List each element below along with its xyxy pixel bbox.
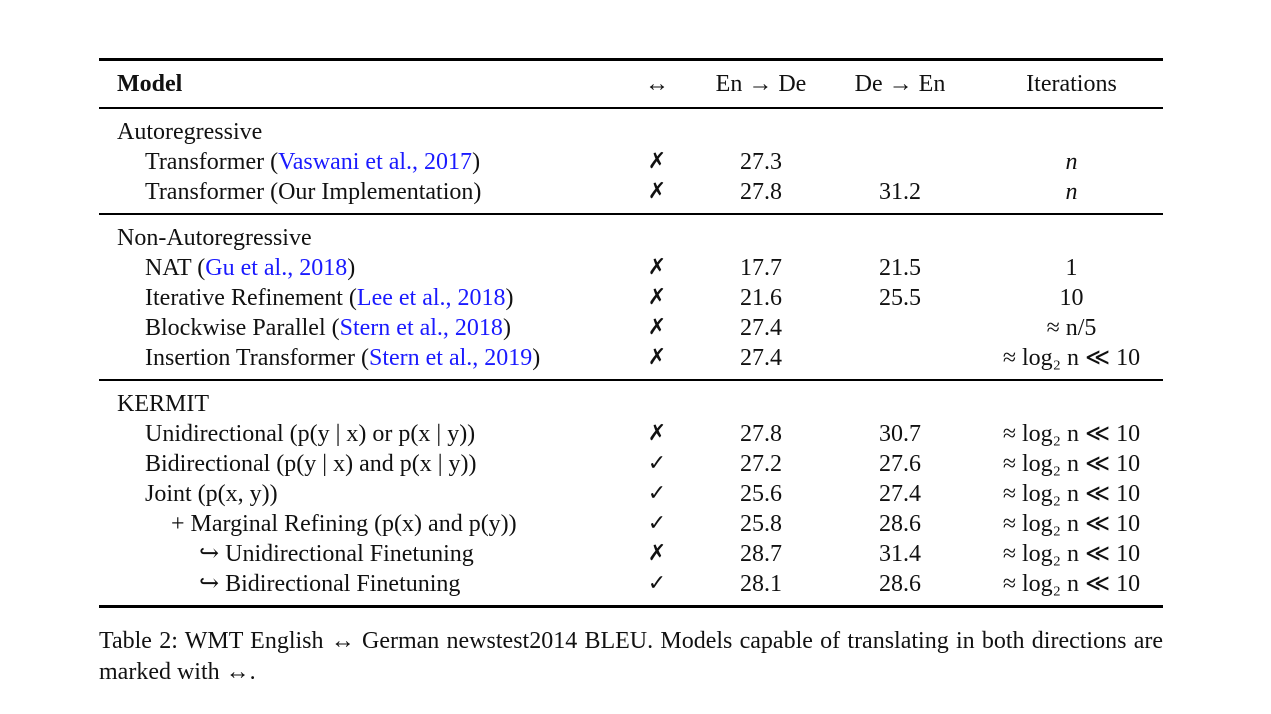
iterations-value: ≈ log₂ n ≪ 10: [1002, 481, 1141, 507]
en-de-score: 25.8: [740, 511, 782, 537]
table-row: [99, 479, 1163, 509]
en-de-score: 27.4: [740, 345, 782, 371]
model-name: Transformer (Our Implementation): [145, 179, 482, 205]
en-de-score: 21.6: [740, 285, 782, 311]
de-en-score: 28.6: [879, 511, 921, 537]
iterations-value: ≈ log₂ n ≪ 10: [1002, 421, 1141, 447]
bidirectional-mark: ✗: [647, 315, 667, 340]
de-en-score: [820, 313, 980, 343]
iterations-value: ≈ log₂ n ≪ 10: [1002, 451, 1141, 477]
iterations-value: ≈ log₂ n ≪ 10: [1002, 345, 1141, 371]
bidirectional-mark: ✓: [647, 451, 667, 476]
header-model: Model: [117, 71, 183, 97]
bidirectional-mark: ✓: [647, 571, 667, 596]
table-row: [99, 509, 1163, 539]
en-de-score: 25.6: [740, 481, 782, 507]
bidirectional-mark: ✗: [647, 541, 667, 566]
table-row: [99, 283, 1163, 313]
group-label-row: [99, 214, 1163, 253]
table-row: [99, 419, 1163, 449]
table-row: [99, 449, 1163, 479]
en-de-score: 28.1: [740, 571, 782, 597]
de-en-score: 31.4: [879, 541, 921, 567]
citation-link[interactable]: Lee et al., 2018: [356, 285, 506, 311]
group-label-row: [99, 380, 1163, 419]
results-table: [99, 58, 1163, 608]
en-de-score: 27.4: [740, 315, 782, 341]
model-name: NAT (Gu et al., 2018): [145, 255, 356, 281]
table-caption: Table 2: WMT English ↔ German newstest2014 BLEU. Models capable of translating in both directions are marked with ↔.: [99, 628, 1163, 685]
model-name: + Marginal Refining (p(x) and p(y)): [171, 511, 517, 537]
iterations-value: 10: [1059, 285, 1084, 311]
iterations-value: n: [1065, 179, 1078, 205]
table-row: [99, 343, 1163, 380]
bidirectional-mark: ✓: [647, 481, 667, 506]
bidirectional-mark: ✗: [647, 179, 667, 204]
bidirectional-mark: ✗: [647, 255, 667, 280]
model-name: Unidirectional (p(y | x) or p(x | y)): [145, 421, 476, 447]
header-iterations: Iterations: [1026, 71, 1117, 97]
en-de-score: 17.7: [740, 255, 782, 281]
de-en-score: 21.5: [879, 255, 921, 281]
table-row: [99, 177, 1163, 214]
bidirectional-mark: ✗: [647, 149, 667, 174]
model-name: Blockwise Parallel (Stern et al., 2018): [145, 315, 511, 341]
citation-link[interactable]: Stern et al., 2019: [368, 345, 533, 371]
model-name: Bidirectional (p(y | x) and p(x | y)): [145, 451, 477, 477]
header-de-en: De → En: [854, 71, 946, 97]
en-de-score: 27.8: [740, 421, 782, 447]
iterations-value: ≈ log₂ n ≪ 10: [1002, 541, 1141, 567]
en-de-score: 27.3: [740, 149, 782, 175]
iterations-value: ≈ log₂ n ≪ 10: [1002, 511, 1141, 537]
iterations-value: ≈ n/5: [1046, 315, 1097, 341]
en-de-score: 27.2: [740, 451, 782, 477]
model-name: ↪ Unidirectional Finetuning: [199, 541, 474, 567]
table-row: [99, 253, 1163, 283]
iterations-value: ≈ log₂ n ≪ 10: [1002, 571, 1141, 597]
iterations-value: n: [1065, 149, 1078, 175]
bidirectional-mark: ✓: [647, 511, 667, 536]
group-label: Autoregressive: [117, 119, 263, 145]
header-bidirectional: ↔: [645, 71, 669, 97]
citation-link[interactable]: Vaswani et al., 2017: [278, 149, 473, 175]
results-table-figure: [99, 58, 1163, 688]
bidirectional-mark: ✗: [647, 345, 667, 370]
de-en-score: 27.4: [879, 481, 921, 507]
de-en-score: [820, 343, 980, 380]
citation-link[interactable]: Gu et al., 2018: [205, 255, 348, 281]
model-name: Transformer (Vaswani et al., 2017): [145, 149, 481, 175]
en-de-score: 27.8: [740, 179, 782, 205]
bidirectional-mark: ✗: [647, 285, 667, 310]
de-en-score: [820, 147, 980, 177]
header-en-de: En → De: [715, 71, 807, 97]
model-name: Iterative Refinement (Lee et al., 2018): [145, 285, 514, 311]
iterations-value: 1: [1065, 255, 1078, 281]
group-label: Non-Autoregressive: [117, 225, 312, 251]
de-en-score: 28.6: [879, 571, 921, 597]
table-row: [99, 539, 1163, 569]
model-name: Joint (p(x, y)): [145, 481, 278, 507]
de-en-score: 31.2: [879, 179, 921, 205]
en-de-score: 28.7: [740, 541, 782, 567]
table-row: [99, 147, 1163, 177]
table-row: [99, 569, 1163, 607]
citation-link[interactable]: Stern et al., 2018: [339, 315, 503, 341]
bidirectional-mark: ✗: [647, 421, 667, 446]
model-name: Insertion Transformer (Stern et al., 2019): [145, 345, 541, 371]
group-label: KERMIT: [117, 391, 209, 417]
header-row: [99, 60, 1163, 109]
de-en-score: 27.6: [879, 451, 921, 477]
model-name: ↪ Bidirectional Finetuning: [199, 571, 461, 597]
de-en-score: 25.5: [879, 285, 921, 311]
table-row: [99, 313, 1163, 343]
group-label-row: [99, 108, 1163, 147]
de-en-score: 30.7: [879, 421, 921, 447]
